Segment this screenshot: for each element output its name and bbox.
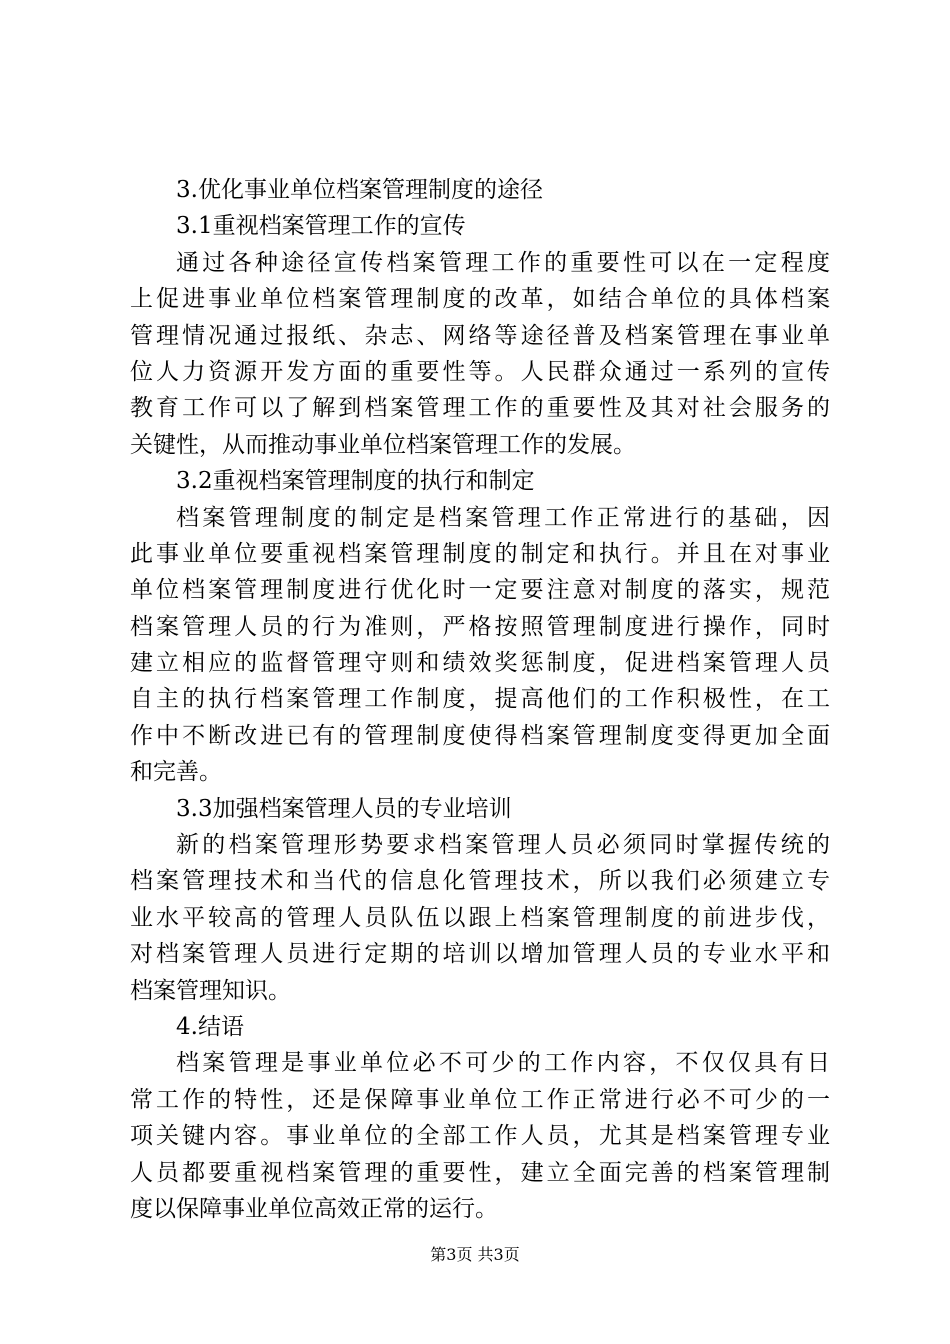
paragraph-line: 度以保障事业单位高效正常的运行。 bbox=[130, 1195, 498, 1222]
page-footer: 第3页 共3页 bbox=[430, 1245, 520, 1264]
paragraph-line: 通过各种途径宣传档案管理工作的重要性可以在一定程度 bbox=[176, 249, 830, 276]
paragraph-line: 档案管理制度的制定是档案管理工作正常进行的基础，因 bbox=[176, 504, 830, 531]
paragraph-line: 单位档案管理制度进行优化时一定要注意对制度的落实，规范 bbox=[130, 577, 830, 604]
paragraph-line: 档案管理是事业单位必不可少的工作内容，不仅仅具有日 bbox=[176, 1050, 830, 1077]
paragraph-line: 常工作的特性，还是保障事业单位工作正常进行必不可少的一 bbox=[130, 1086, 830, 1113]
section-heading-3: 3.优化事业单位档案管理制度的途径 bbox=[176, 177, 543, 203]
paragraph-line: 作中不断改进已有的管理制度使得档案管理制度变得更加全面 bbox=[130, 722, 830, 749]
section-heading-4: 4.结语 bbox=[176, 1013, 244, 1040]
section-heading-3-1: 3.1重视档案管理工作的宣传 bbox=[176, 213, 466, 240]
paragraph-line: 关键性，从而推动事业单位档案管理工作的发展。 bbox=[130, 431, 636, 458]
paragraph-line: 新的档案管理形势要求档案管理人员必须同时掌握传统的 bbox=[176, 832, 830, 859]
paragraph-line: 教育工作可以了解到档案管理工作的重要性及其对社会服务的 bbox=[130, 395, 830, 422]
paragraph-3-1 bbox=[130, 245, 830, 463]
paragraph-line: 上促进事业单位档案管理制度的改革，如结合单位的具体档案 bbox=[130, 286, 830, 313]
paragraph-line: 项关键内容。事业单位的全部工作人员，尤其是档案管理专业 bbox=[130, 1123, 830, 1150]
paragraph-line: 对档案管理人员进行定期的培训以增加管理人员的专业水平和 bbox=[130, 941, 830, 968]
paragraph-line: 建立相应的监督管理守则和绩效奖惩制度，促进档案管理人员 bbox=[130, 650, 830, 677]
paragraph-line: 位人力资源开发方面的重要性等。人民群众通过一系列的宣传 bbox=[130, 358, 830, 385]
paragraph-4 bbox=[130, 1045, 830, 1227]
paragraph-line: 管理情况通过报纸、杂志、网络等途径普及档案管理在事业单 bbox=[130, 322, 830, 349]
paragraph-line: 此事业单位要重视档案管理制度的制定和执行。并且在对事业 bbox=[130, 540, 830, 567]
paragraph-line: 业水平较高的管理人员队伍以跟上档案管理制度的前进步伐， bbox=[130, 904, 830, 931]
section-heading-3-3: 3.3加强档案管理人员的专业培训 bbox=[176, 795, 512, 822]
paragraph-line: 人员都要重视档案管理的重要性，建立全面完善的档案管理制 bbox=[130, 1159, 830, 1186]
paragraph-3-2 bbox=[130, 500, 830, 791]
paragraph-line: 档案管理技术和当代的信息化管理技术，所以我们必须建立专 bbox=[130, 868, 830, 895]
paragraph-3-3 bbox=[130, 827, 830, 1009]
paragraph-line: 和完善。 bbox=[130, 759, 222, 786]
document-body bbox=[130, 172, 830, 1227]
paragraph-line: 自主的执行档案管理工作制度，提高他们的工作积极性，在工 bbox=[130, 686, 830, 713]
paragraph-line: 档案管理知识。 bbox=[130, 977, 291, 1004]
section-heading-3-2: 3.2重视档案管理制度的执行和制定 bbox=[176, 468, 535, 495]
paragraph-line: 档案管理人员的行为准则，严格按照管理制度进行操作，同时 bbox=[130, 613, 830, 640]
